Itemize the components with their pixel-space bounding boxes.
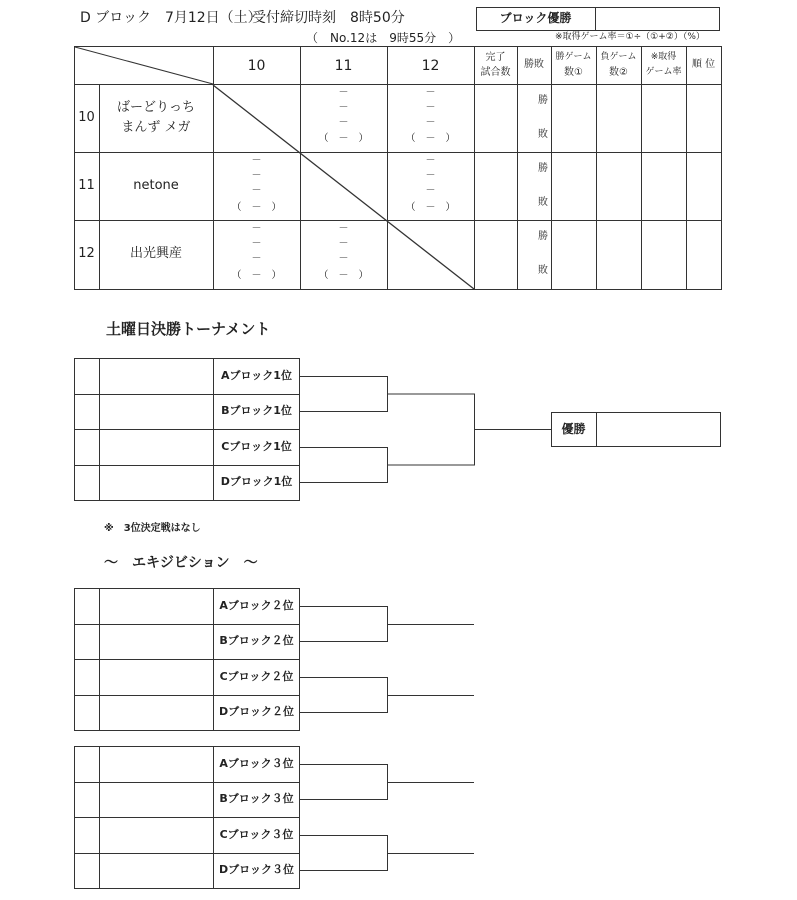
exhibition-slot-c2: Cブロック２位 — [219, 670, 294, 683]
block-winner-label: ブロック優勝 — [499, 11, 572, 25]
score-dash: － — [425, 170, 436, 181]
loss-label: 敗 — [538, 129, 548, 140]
header-lost-games-line1: 負ゲーム — [600, 52, 637, 62]
deadline-sub-text: （ No.12は 9時55分 ） — [306, 31, 461, 45]
score-dash: － — [251, 223, 262, 234]
score-dash: － — [338, 253, 349, 264]
header-rate-line1: ※取得 — [650, 52, 677, 62]
score-total: （ － ） — [231, 270, 282, 281]
column-header-11: 11 — [334, 58, 353, 74]
row-11-team-line1: netone — [133, 178, 179, 193]
win-label: 勝 — [538, 163, 548, 174]
final-slot-b: Bブロック1位 — [221, 404, 292, 417]
score-total: （ － ） — [405, 133, 456, 144]
score-total: （ － ） — [231, 202, 282, 213]
third-place-note: ※ 3位決定戦はなし — [104, 523, 201, 534]
row-10-team-line2: まんず メガ — [121, 120, 191, 135]
exhibition-slot-a2: Aブロック２位 — [219, 599, 294, 612]
score-total: （ － ） — [318, 270, 369, 281]
score-dash: － — [425, 117, 436, 128]
header-rate-line2: ゲーム率 — [645, 67, 682, 77]
header-lost-games-line2: 数② — [609, 67, 628, 78]
score-dash: － — [425, 185, 436, 196]
score-total: （ － ） — [318, 133, 369, 144]
deadline-text: 受付締切時刻 8時50分 — [252, 10, 405, 26]
row-11-number: 11 — [78, 178, 95, 193]
loss-label: 敗 — [538, 265, 548, 276]
win-label: 勝 — [538, 231, 548, 242]
final-slot-d: Dブロック1位 — [220, 475, 293, 488]
score-dash: － — [338, 238, 349, 249]
exhibition-slot-b3: Bブロック３位 — [219, 792, 294, 805]
block-winner-divider — [595, 7, 596, 31]
final-slot-a: Aブロック1位 — [221, 369, 292, 382]
header-rank: 順 位 — [691, 59, 716, 70]
header-won-games-line1: 勝ゲーム — [555, 52, 592, 62]
champion-label: 優勝 — [561, 422, 586, 436]
header-completed-line1: 完了 — [485, 52, 506, 63]
row-10-team-line1: ばーどりっち — [116, 100, 195, 115]
exhibition-slot-a3: Aブロック３位 — [219, 757, 294, 770]
score-dash: － — [338, 223, 349, 234]
header-completed-line2: 試合数 — [480, 67, 511, 78]
score-total: （ － ） — [405, 202, 456, 213]
exhibition-slot-b2: Bブロック２位 — [219, 634, 294, 647]
score-dash: － — [425, 102, 436, 113]
block-title: D ブロック 7月12日（土） — [80, 10, 262, 26]
final-tournament-title: 土曜日決勝トーナメント — [106, 320, 271, 338]
row-12-number: 12 — [78, 246, 95, 261]
exhibition-title: ～ エキジビション ～ — [104, 555, 258, 571]
row-10-number: 10 — [78, 110, 95, 125]
final-slot-c: Cブロック1位 — [221, 440, 292, 453]
score-dash: － — [338, 102, 349, 113]
exhibition-slot-c3: Cブロック３位 — [219, 828, 294, 841]
header-win-loss: 勝敗 — [524, 59, 544, 70]
win-label: 勝 — [538, 95, 548, 106]
loss-label: 敗 — [538, 197, 548, 208]
column-header-10: 10 — [247, 58, 266, 74]
score-dash: － — [251, 185, 262, 196]
formula-note: ※取得ゲーム率＝①÷（①+②）（%） — [555, 32, 705, 42]
score-dash: － — [425, 87, 436, 98]
exhibition-slot-d2: Dブロック２位 — [219, 705, 294, 718]
header-won-games-line2: 数① — [564, 67, 583, 78]
score-dash: － — [338, 87, 349, 98]
score-dash: － — [425, 155, 436, 166]
column-header-12: 12 — [421, 58, 440, 74]
score-dash: － — [251, 253, 262, 264]
score-dash: － — [251, 238, 262, 249]
score-dash: － — [251, 155, 262, 166]
exhibition-slot-d3: Dブロック３位 — [219, 863, 294, 876]
score-dash: － — [338, 117, 349, 128]
score-dash: － — [251, 170, 262, 181]
row-12-team-line1: 出光興産 — [129, 246, 182, 261]
